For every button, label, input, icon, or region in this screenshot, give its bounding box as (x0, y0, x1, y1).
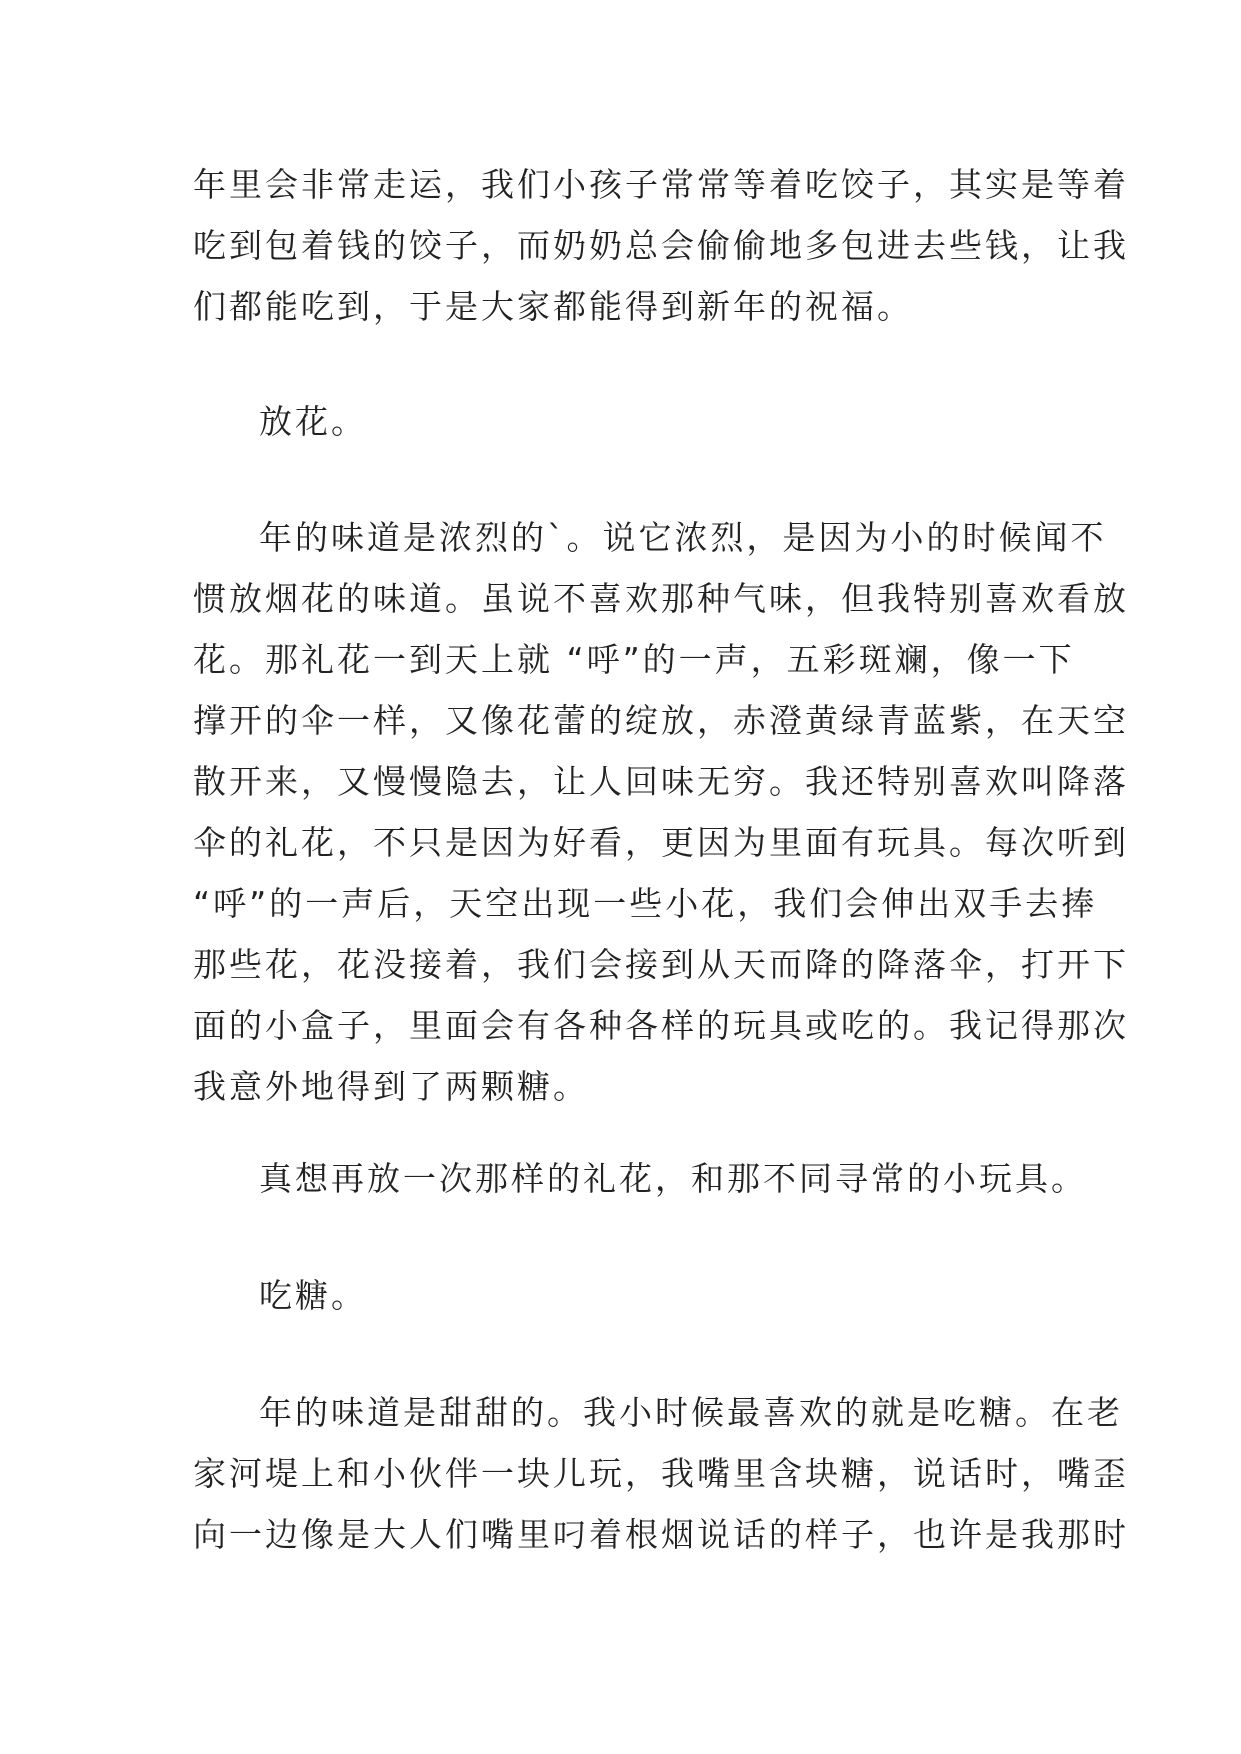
text-line: 我意外地得到了两颗糖。 (193, 1067, 589, 1106)
text-line: 散开来，又慢慢隐去，让人回味无穷。我还特别喜欢叫降落 (193, 762, 1129, 801)
text-line: 面的小盒子，里面会有各种各样的玩具或吃的。我记得那次 (193, 1006, 1129, 1045)
section-heading-fireworks (193, 391, 1053, 452)
section-heading-text: 吃糖。 (259, 1276, 367, 1315)
paragraph-candy (193, 1382, 1129, 1565)
text-line: 年里会非常走运，我们小孩子常常等着吃饺子，其实是等着 (193, 165, 1129, 204)
paragraph-wish (193, 1148, 1087, 1209)
text-line: 真想再放一次那样的礼花，和那不同寻常的小玩具。 (259, 1159, 1087, 1198)
text-line: 那些花，花没接着，我们会接到从天而降的降落伞，打开下 (193, 945, 1129, 984)
text-line: 年的味道是浓烈的`。说它浓烈，是因为小的时候闻不 (259, 518, 1107, 557)
paragraph-dumplings (193, 154, 1129, 337)
text-line: 家河堤上和小伙伴一块儿玩，我嘴里含块糖，说话时，嘴歪 (193, 1454, 1129, 1493)
text-line: 向一边像是大人们嘴里叼着根烟说话的样子，也许是我那时 (193, 1515, 1129, 1554)
text-line: 年的味道是甜甜的。我小时候最喜欢的就是吃糖。在老 (259, 1393, 1123, 1432)
paragraph-fireworks (193, 507, 1129, 1117)
section-heading-candy (193, 1265, 1053, 1326)
text-line: “呼”的一声后，天空出现一些小花，我们会伸出双手去捧 (193, 884, 1098, 923)
text-line: 伞的礼花，不只是因为好看，更因为里面有玩具。每次听到 (193, 823, 1129, 862)
text-line: 撑开的伞一样，又像花蕾的绽放，赤澄黄绿青蓝紫，在天空 (193, 701, 1129, 740)
text-line: 惯放烟花的味道。虽说不喜欢那种气味，但我特别喜欢看放 (193, 579, 1129, 618)
text-line: 花。那礼花一到天上就 “呼”的一声，五彩斑斓，像一下 (193, 640, 1075, 679)
text-line: 们都能吃到，于是大家都能得到新年的祝福。 (193, 287, 913, 326)
section-heading-text: 放花。 (259, 402, 367, 441)
text-line: 吃到包着钱的饺子，而奶奶总会偷偷地多包进去些钱，让我 (193, 226, 1129, 265)
